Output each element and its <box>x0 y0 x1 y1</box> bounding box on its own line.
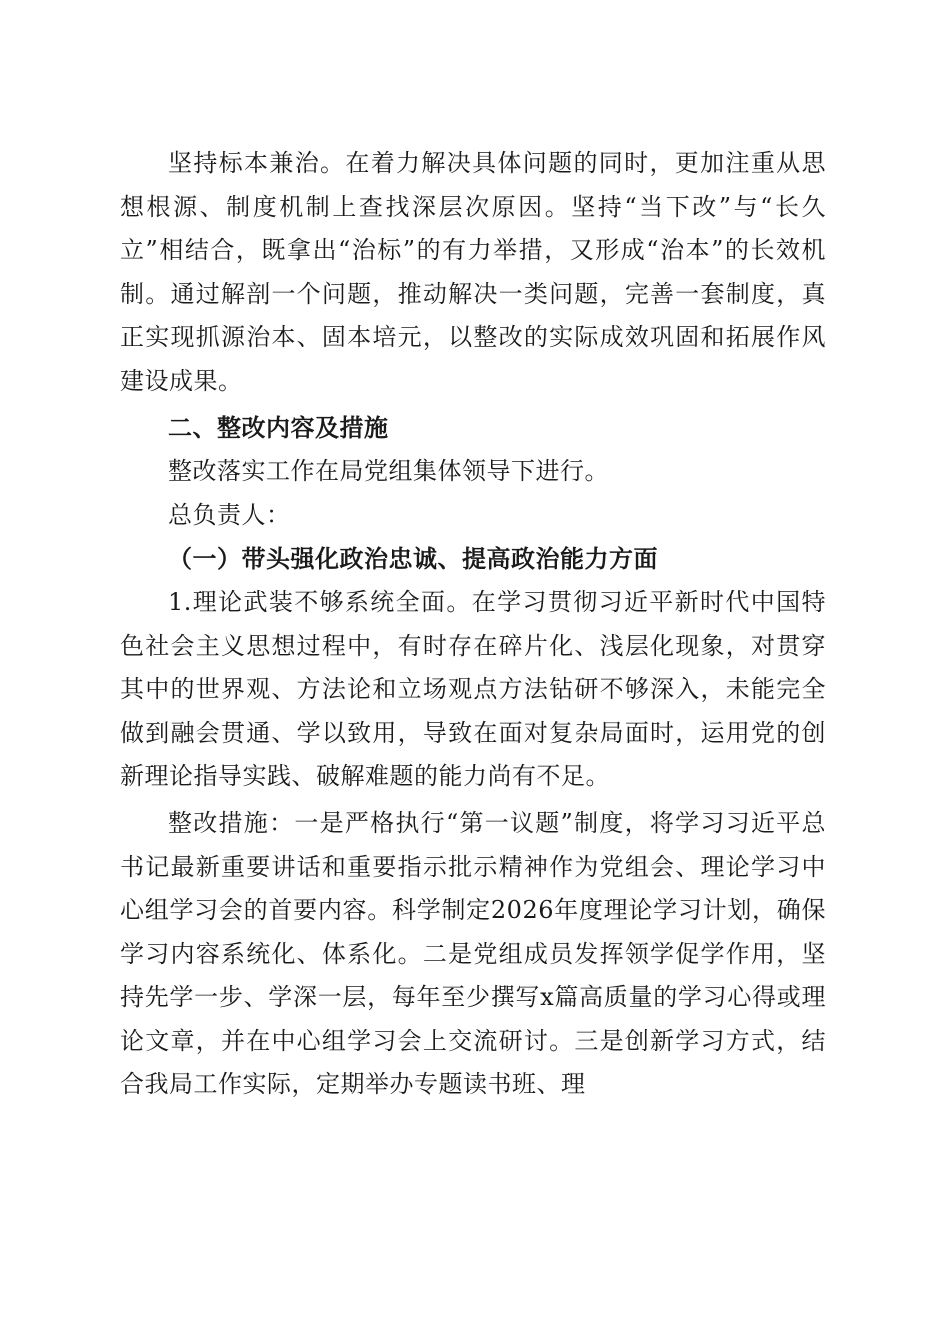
paragraph-biaoben-jianzhi: 坚持标本兼治。在着力解决具体问题的同时，更加注重从思想根源、制度机制上查找深层次原因。坚持“当下改”与“长久立”相结合，既拿出“治标”的有力举措，又形成“治本”的长效机制。通过解剖一个问题，推动解决一类问题，完善一套制度，真正实现抓源治本、固本培元，以整改的实际成效巩固和拓展作风建设成果。 <box>120 149 826 395</box>
paragraph-chief-responsible: 总负责人： <box>168 500 291 529</box>
section-heading-2: 二、整改内容及措施 <box>168 413 389 442</box>
paragraph-leadership: 整改落实工作在局党组集体领导下进行。 <box>168 457 609 486</box>
subsection-heading-1: （一）带头强化政治忠诚、提高政治能力方面 <box>168 544 658 574</box>
paragraph-issue-1: 1.理论武装不够系统全面。在学习贯彻习近平新时代中国特色社会主义思想过程中，有时存在碎片化、浅层化现象，对贯穿其中的世界观、方法论和立场观点方法钻研不够深入，未能完全做到融会贯通、学以致用，导致在面对复杂局面时，运用党的创新理论指导实践、破解难题的能力尚有不足。 <box>120 587 826 791</box>
paragraph-measures-1: 整改措施：一是严格执行“第一议题”制度，将学习习近平总书记最新重要讲话和重要指示批示精神作为党组会、理论学习中心组学习会的首要内容。科学制定2026年度理论学习计划，确保学习内容系统化、体系化。二是党组成员发挥领学促学作用，坚持先学一步、学深一层，每年至少撰写x篇高质量的学习心得或理论文章，并在中心组学习会上交流研讨。三是创新学习方式，结合我局工作实际，定期举办专题读书班、理 <box>120 808 826 1099</box>
document-body <box>120 142 826 1107</box>
